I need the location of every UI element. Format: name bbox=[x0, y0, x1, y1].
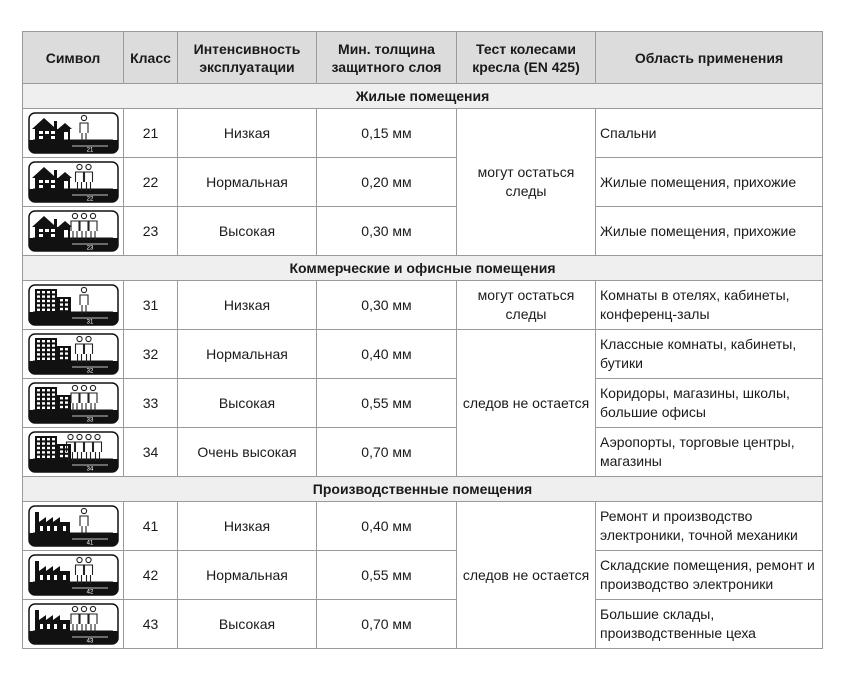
table-row bbox=[23, 158, 823, 207]
class-cell: 22 bbox=[124, 158, 178, 207]
icon-class-label: 32 bbox=[86, 368, 93, 375]
thickness-cell: 0,40 мм bbox=[317, 502, 457, 551]
table-row bbox=[23, 551, 823, 600]
thickness-cell: 0,30 мм bbox=[317, 281, 457, 330]
thickness-cell: 0,30 мм bbox=[317, 207, 457, 256]
intensity-cell: Нормальная bbox=[178, 330, 317, 379]
symbol-cell bbox=[23, 330, 124, 379]
class-cell: 31 bbox=[124, 281, 178, 330]
intensity-cell: Низкая bbox=[178, 109, 317, 158]
class-cell: 23 bbox=[124, 207, 178, 256]
factory-class-icon bbox=[28, 505, 119, 547]
icon-class-label: 31 bbox=[86, 319, 93, 326]
house-class-icon bbox=[28, 112, 119, 154]
class-cell: 21 bbox=[124, 109, 178, 158]
table-row bbox=[23, 109, 823, 158]
section-title: Жилые помещения bbox=[23, 84, 823, 109]
symbol-cell bbox=[23, 600, 124, 649]
symbol-cell bbox=[23, 428, 124, 477]
test-cell: могут остаться следы bbox=[457, 109, 596, 256]
header-class: Класс bbox=[124, 32, 178, 84]
icon-class-label: 34 bbox=[86, 466, 93, 473]
area-cell: Жилые помещения, прихожие bbox=[596, 158, 823, 207]
area-cell: Жилые помещения, прихожие bbox=[596, 207, 823, 256]
thickness-cell: 0,55 мм bbox=[317, 551, 457, 600]
symbol-cell bbox=[23, 109, 124, 158]
intensity-cell: Низкая bbox=[178, 281, 317, 330]
intensity-cell: Низкая bbox=[178, 502, 317, 551]
factory-class-icon bbox=[28, 554, 119, 596]
office-class-icon bbox=[28, 382, 119, 424]
class-cell: 43 bbox=[124, 600, 178, 649]
icon-class-label: 21 bbox=[86, 147, 93, 154]
header-intensity: Интенсивность эксплуатации bbox=[178, 32, 317, 84]
office-class-icon bbox=[28, 284, 119, 326]
table-row bbox=[23, 281, 823, 330]
thickness-cell: 0,15 мм bbox=[317, 109, 457, 158]
class-cell: 32 bbox=[124, 330, 178, 379]
thickness-cell: 0,70 мм bbox=[317, 428, 457, 477]
section-row bbox=[23, 477, 823, 502]
section-row bbox=[23, 84, 823, 109]
area-cell: Складские помещения, ремонт и производство электроники bbox=[596, 551, 823, 600]
office-class-icon bbox=[28, 431, 119, 473]
area-cell: Классные комнаты, кабинеты, бутики bbox=[596, 330, 823, 379]
table-row bbox=[23, 379, 823, 428]
symbol-cell bbox=[23, 502, 124, 551]
office-class-icon bbox=[28, 333, 119, 375]
house-class-icon bbox=[28, 161, 119, 203]
header-area: Область применения bbox=[596, 32, 823, 84]
icon-class-label: 43 bbox=[86, 638, 93, 645]
class-cell: 42 bbox=[124, 551, 178, 600]
area-cell: Коридоры, магазины, школы, большие офисы bbox=[596, 379, 823, 428]
test-cell: следов не остается bbox=[457, 330, 596, 477]
area-cell: Спальни bbox=[596, 109, 823, 158]
table-body bbox=[23, 84, 823, 649]
intensity-cell: Нормальная bbox=[178, 158, 317, 207]
table-row bbox=[23, 428, 823, 477]
test-cell: следов не остается bbox=[457, 502, 596, 649]
icon-class-label: 42 bbox=[86, 589, 93, 596]
intensity-cell: Высокая bbox=[178, 600, 317, 649]
area-cell: Комнаты в отелях, кабинеты, конференц-залы bbox=[596, 281, 823, 330]
icon-class-label: 41 bbox=[86, 540, 93, 547]
house-class-icon bbox=[28, 210, 119, 252]
symbol-cell bbox=[23, 207, 124, 256]
intensity-cell: Высокая bbox=[178, 379, 317, 428]
header-symbol: Символ bbox=[23, 32, 124, 84]
symbol-cell bbox=[23, 379, 124, 428]
icon-class-label: 23 bbox=[86, 245, 93, 252]
area-cell: Аэропорты, торговые центры, магазины bbox=[596, 428, 823, 477]
area-cell: Ремонт и производство электроники, точной механики bbox=[596, 502, 823, 551]
table-row bbox=[23, 502, 823, 551]
intensity-cell: Очень высокая bbox=[178, 428, 317, 477]
icon-class-label: 33 bbox=[86, 417, 93, 424]
classification-table bbox=[22, 31, 823, 649]
section-title: Производственные помещения bbox=[23, 477, 823, 502]
section-row bbox=[23, 256, 823, 281]
area-cell: Большие склады, производственные цеха bbox=[596, 600, 823, 649]
intensity-cell: Высокая bbox=[178, 207, 317, 256]
table-row bbox=[23, 600, 823, 649]
symbol-cell bbox=[23, 551, 124, 600]
thickness-cell: 0,40 мм bbox=[317, 330, 457, 379]
factory-class-icon bbox=[28, 603, 119, 645]
class-cell: 33 bbox=[124, 379, 178, 428]
thickness-cell: 0,55 мм bbox=[317, 379, 457, 428]
icon-class-label: 22 bbox=[86, 196, 93, 203]
class-cell: 34 bbox=[124, 428, 178, 477]
section-title: Коммерческие и офисные помещения bbox=[23, 256, 823, 281]
header-thickness: Мин. толщина защитного слоя bbox=[317, 32, 457, 84]
thickness-cell: 0,20 мм bbox=[317, 158, 457, 207]
table-row bbox=[23, 330, 823, 379]
header-test: Тест колесами кресла (EN 425) bbox=[457, 32, 596, 84]
thickness-cell: 0,70 мм bbox=[317, 600, 457, 649]
header-row bbox=[23, 32, 823, 84]
table-row bbox=[23, 207, 823, 256]
symbol-cell bbox=[23, 158, 124, 207]
intensity-cell: Нормальная bbox=[178, 551, 317, 600]
class-cell: 41 bbox=[124, 502, 178, 551]
test-cell: могут остаться следы bbox=[457, 281, 596, 330]
symbol-cell bbox=[23, 281, 124, 330]
